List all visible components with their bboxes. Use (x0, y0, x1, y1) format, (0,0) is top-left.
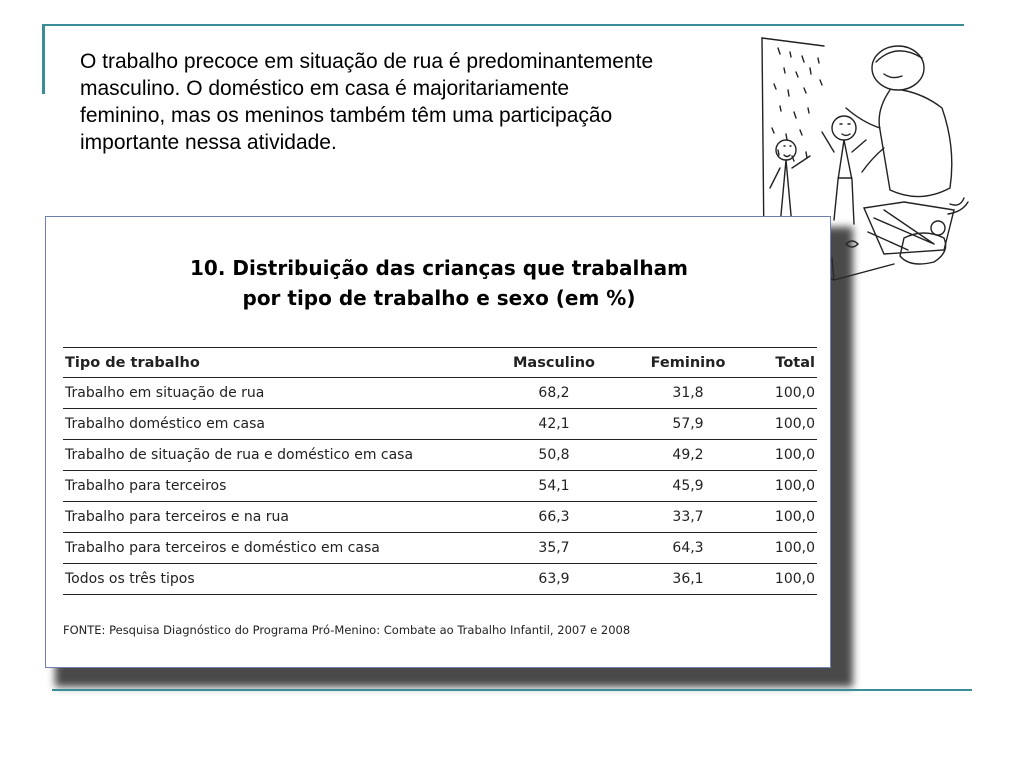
header-tipo-de-trabalho: Tipo de trabalho (63, 348, 487, 378)
row-masculino-cell: 54,1 (487, 471, 621, 502)
table-row (63, 564, 817, 595)
table-title-line1: 10. Distribuição das crianças que trabalham (190, 256, 688, 280)
row-masculino-cell: 68,2 (487, 378, 621, 409)
row-total-cell: 100,0 (755, 533, 817, 564)
table-row (63, 378, 817, 409)
distribution-table (63, 347, 817, 595)
row-type-cell: Trabalho em situação de rua (63, 378, 487, 409)
row-feminino-cell: 31,8 (621, 378, 755, 409)
row-type-cell: Trabalho para terceiros e doméstico em casa (63, 533, 487, 564)
row-type-cell: Trabalho para terceiros (63, 471, 487, 502)
row-total-cell: 100,0 (755, 440, 817, 471)
row-masculino-cell: 35,7 (487, 533, 621, 564)
bottom-divider-line (52, 689, 972, 691)
row-type-cell: Trabalho doméstico em casa (63, 409, 487, 440)
row-feminino-cell: 57,9 (621, 409, 755, 440)
row-total-cell: 100,0 (755, 409, 817, 440)
row-type-cell: Trabalho para terceiros e na rua (63, 502, 487, 533)
row-feminino-cell: 49,2 (621, 440, 755, 471)
table-row (63, 502, 817, 533)
table-source-note: FONTE: Pesquisa Diagnóstico do Programa Pró-Menino: Combate ao Trabalho Infantil, 2007 e 2008 (63, 623, 631, 637)
table-title (46, 253, 832, 313)
intro-paragraph: O trabalho precoce em situação de rua é predominantemente masculino. O doméstico em casa é majoritariamente feminino, mas os meninos também têm uma participação importante nessa atividade. (80, 50, 654, 154)
table-panel (45, 216, 831, 668)
table-row (63, 533, 817, 564)
table-title-line2: por tipo de trabalho e sexo (em %) (242, 286, 636, 310)
row-total-cell: 100,0 (755, 378, 817, 409)
header-total: Total (755, 348, 817, 378)
header-feminino: Feminino (621, 348, 755, 378)
row-type-cell: Todos os três tipos (63, 564, 487, 595)
table-row (63, 471, 817, 502)
table-header-row (63, 348, 817, 378)
row-masculino-cell: 42,1 (487, 409, 621, 440)
table-row (63, 440, 817, 471)
top-divider-line (44, 24, 964, 26)
left-accent-bar (42, 24, 45, 94)
table-row (63, 409, 817, 440)
row-total-cell: 100,0 (755, 564, 817, 595)
row-total-cell: 100,0 (755, 471, 817, 502)
row-feminino-cell: 45,9 (621, 471, 755, 502)
header-masculino: Masculino (487, 348, 621, 378)
row-feminino-cell: 64,3 (621, 533, 755, 564)
row-masculino-cell: 50,8 (487, 440, 621, 471)
row-masculino-cell: 66,3 (487, 502, 621, 533)
row-feminino-cell: 36,1 (621, 564, 755, 595)
row-total-cell: 100,0 (755, 502, 817, 533)
row-feminino-cell: 33,7 (621, 502, 755, 533)
row-type-cell: Trabalho de situação de rua e doméstico em casa (63, 440, 487, 471)
row-masculino-cell: 63,9 (487, 564, 621, 595)
